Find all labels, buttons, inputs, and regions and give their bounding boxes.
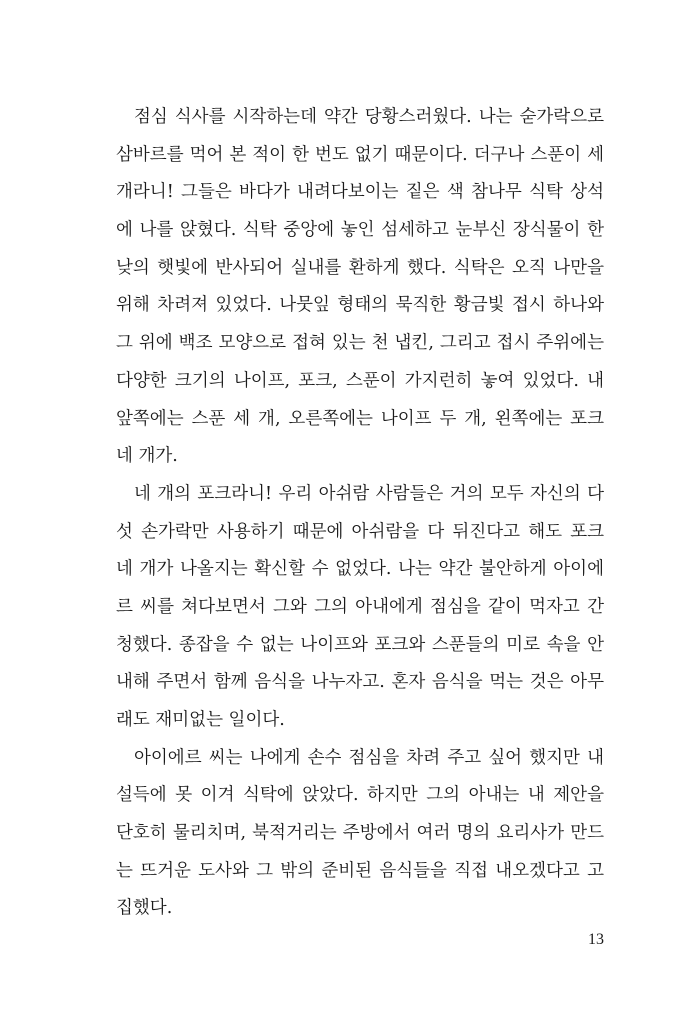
text-line: 네 개가 나올지는 확신할 수 없었다. 나는 약간 불안하게 아이에 [116, 559, 604, 580]
text-line: 아이에르 씨는 나에게 손수 점심을 차려 주고 싶어 했지만 내 [134, 747, 604, 768]
text-line: 앞쪽에는 스푼 세 개, 오른쪽에는 나이프 두 개, 왼쪽에는 포크 [116, 408, 604, 429]
text-line: 네 개의 포크라니! 우리 아쉬람 사람들은 거의 모두 자신의 다 [134, 483, 604, 504]
text-line: 는 뜨거운 도사와 그 밖의 준비된 음식들을 직접 내오겠다고 고 [116, 860, 604, 881]
text-line: 다양한 크기의 나이프, 포크, 스푼이 가지런히 놓여 있었다. 내 [116, 370, 604, 391]
text-line: 에 나를 앉혔다. 식탁 중앙에 놓인 섬세하고 눈부신 장식물이 한 [116, 220, 604, 241]
text-line: 내해 주면서 함께 음식을 나누자고. 혼자 음식을 먹는 것은 아무 [116, 672, 604, 693]
page-number: 13 [588, 931, 604, 948]
text-line: 섯 손가락만 사용하기 때문에 아쉬람을 다 뒤진다고 해도 포크 [116, 521, 604, 542]
text-line: 삼바르를 먹어 본 적이 한 번도 없기 때문이다. 더구나 스푼이 세 [116, 144, 604, 165]
text-line: 네 개가. [116, 446, 178, 467]
text-line: 집했다. [116, 898, 173, 919]
text-line: 낮의 햇빛에 반사되어 실내를 환하게 했다. 식탁은 오직 나만을 [116, 257, 604, 278]
text-line: 점심 식사를 시작하는데 약간 당황스러웠다. 나는 숟가락으로 [134, 107, 604, 127]
text-line: 래도 재미없는 일이다. [116, 710, 285, 730]
text-line: 르 씨를 쳐다보면서 그와 그의 아내에게 점심을 같이 먹자고 간 [116, 596, 604, 617]
text-line: 단호히 물리치며, 북적거리는 주방에서 여러 명의 요리사가 만드 [116, 823, 604, 844]
text-line: 개라니! 그들은 바다가 내려다보이는 짙은 색 참나무 식탁 상석 [116, 182, 604, 203]
body-text [116, 99, 604, 928]
text-line: 위해 차려져 있었다. 나뭇잎 형태의 묵직한 황금빛 접시 하나와 [116, 295, 604, 316]
text-line: 설득에 못 이겨 식탁에 앉았다. 하지만 그의 아내는 내 제안을 [116, 785, 604, 806]
text-line: 그 위에 백조 모양으로 접혀 있는 천 냅킨, 그리고 접시 주위에는 [116, 333, 604, 354]
text-line: 청했다. 종잡을 수 없는 나이프와 포크와 스푼들의 미로 속을 안 [116, 634, 604, 655]
